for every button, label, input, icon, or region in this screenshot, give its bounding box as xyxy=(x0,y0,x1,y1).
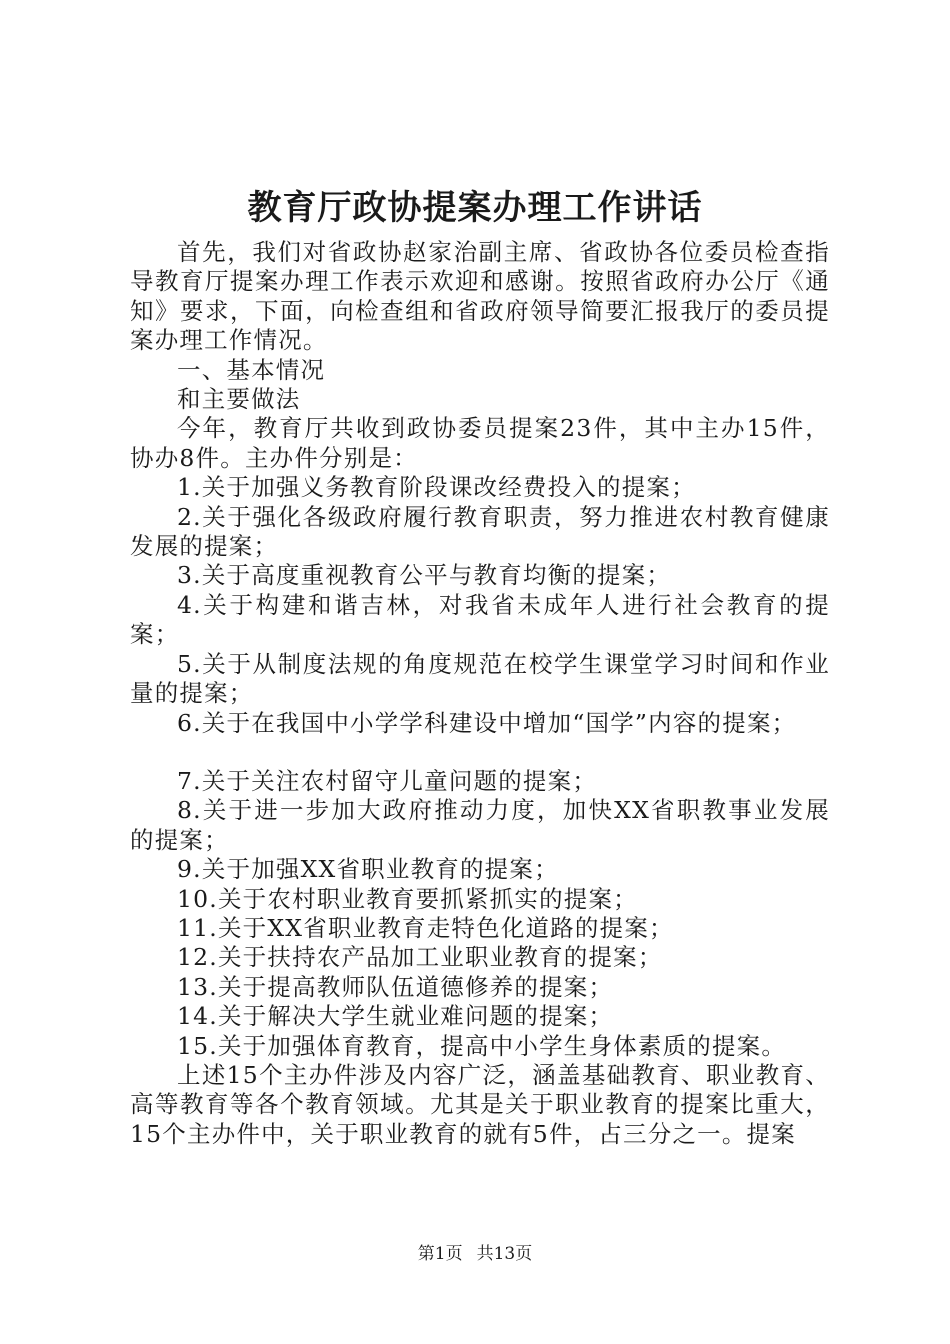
list-item: 13.关于提高教师队伍道德修养的提案； xyxy=(177,972,614,1001)
section-heading-continued: 和主要做法 xyxy=(177,385,301,414)
list-item: 14.关于解决大学生就业难问题的提案； xyxy=(177,1002,614,1031)
section-heading: 一、基本情况 xyxy=(177,355,326,384)
list-item: 8.关于进一步加大政府推动力度，加快XX省职教事业发展的提案； xyxy=(130,796,830,854)
list-item: 6.关于在我国中小学学科建设中增加“国学”内容的提案； xyxy=(177,708,797,737)
page-number: 第1页 xyxy=(417,1244,463,1264)
paragraph-summary: 今年，教育厅共收到政协委员提案23件，其中主办15件，协办8件。主办件分别是： xyxy=(130,414,830,472)
document-body xyxy=(130,238,830,1149)
page-total: 共13页 xyxy=(476,1244,533,1264)
list-item: 12.关于扶持农产品加工业职业教育的提案； xyxy=(177,943,663,972)
paragraph-analysis: 上述15个主办件涉及内容广泛，涵盖基础教育、职业教育、高等教育等各个教育领域。尤其是关于职业教育的提案比重大，15个主办件中，关于职业教育的就有5件，占三分之一。提案 xyxy=(130,1060,830,1148)
list-item: 15.关于加强体育教育，提高中小学生身体素质的提案。 xyxy=(177,1031,787,1060)
list-item: 10.关于农村职业教育要抓紧抓实的提案； xyxy=(177,884,638,913)
list-item: 7.关于关注农村留守儿童问题的提案； xyxy=(177,766,598,795)
list-item: 4.关于构建和谐吉林，对我省未成年人进行社会教育的提案； xyxy=(130,590,830,649)
list-item: 1.关于加强义务教育阶段课改经费投入的提案； xyxy=(177,473,696,502)
paragraph-intro: 首先，我们对省政协赵家治副主席、省政协各位委员检查指导教育厅提案办理工作表示欢迎和感谢。按照省政府办公厅《通知》要求，下面，向检查组和省政府领导简要汇报我厅的委员提案办理工作情况。 xyxy=(130,238,830,355)
list-item: 3.关于高度重视教育公平与教育均衡的提案； xyxy=(177,561,672,590)
document-title: 教育厅政协提案办理工作讲话 xyxy=(247,188,703,228)
list-item: 2.关于强化各级政府履行教育职责，努力推进农村教育健康发展的提案； xyxy=(130,502,830,561)
list-item: 5.关于从制度法规的角度规范在校学生课堂学习时间和作业量的提案； xyxy=(130,649,830,708)
list-item: 11.关于XX省职业教育走特色化道路的提案； xyxy=(177,913,674,942)
list-item: 9.关于加强XX省职业教育的提案； xyxy=(177,855,559,884)
page-footer xyxy=(0,1243,950,1265)
